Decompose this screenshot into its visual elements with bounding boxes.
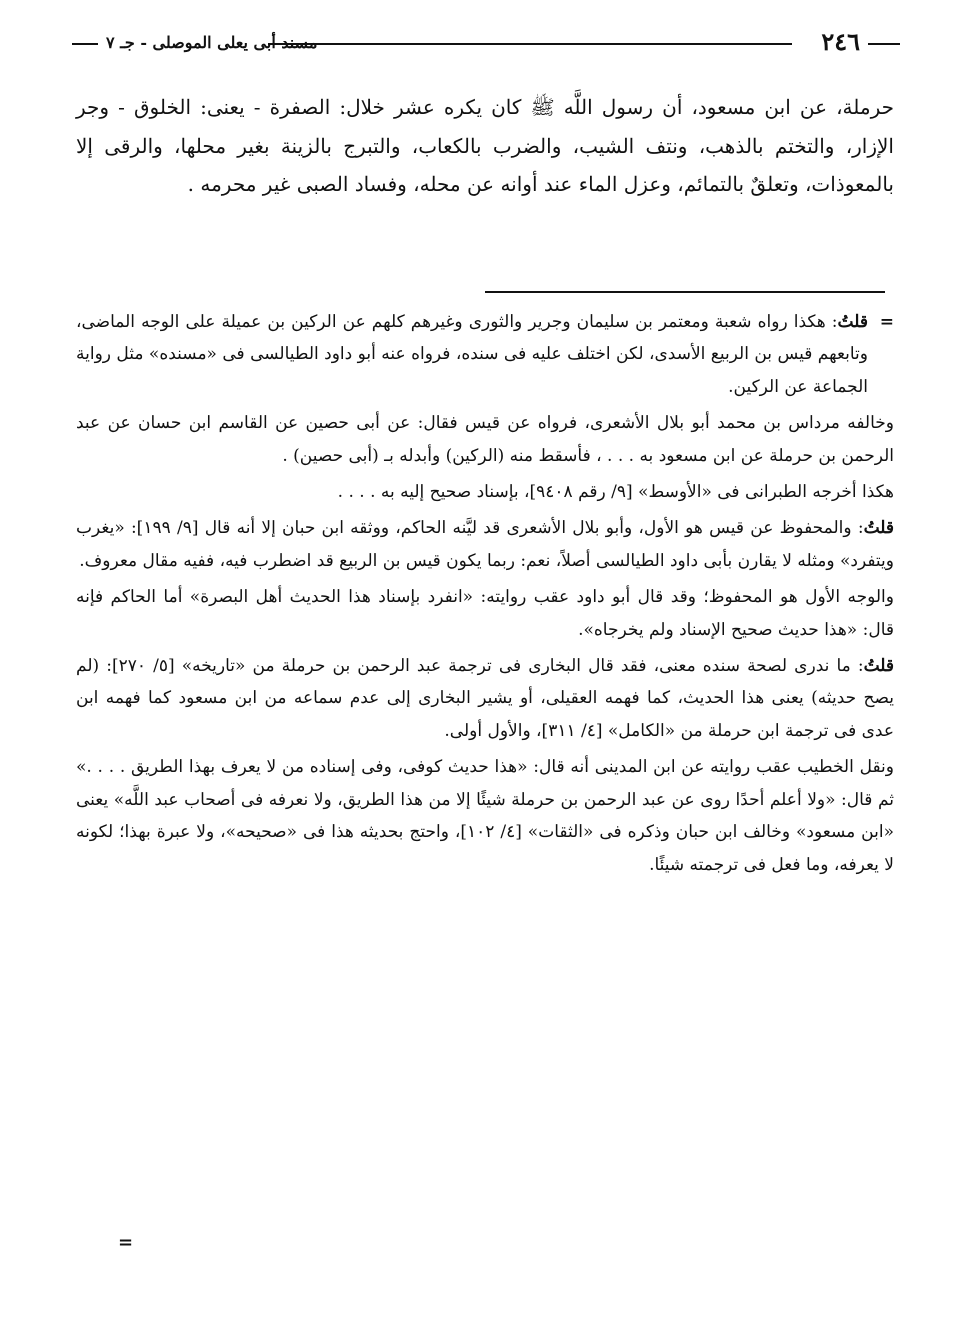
footnote-continues-mark: = xyxy=(118,1232,134,1253)
footnote-label: قلتُ xyxy=(837,312,868,332)
footnote-label: قلتُ xyxy=(863,518,895,539)
footnote-paragraph xyxy=(76,476,894,508)
footnote-text: والوجه الأول هو المحفوظ؛ وقد قال أبو داود عقب روايته: «انفرد بإسناد هذا الحديث أهل البصرة» أما الحاكم فإنه قال: «هذا حديث صحيح الإسناد ولم يخرجاه». xyxy=(76,587,894,640)
footnote-text: وخالفه مرداس بن محمد أبو بلال الأشعرى، فرواه عن قيس فقال: عن أبى حصين عن القاسم ابن حسان عن عبد الرحمن بن حرملة عن ابن مسعود به . . . ، فأسقط منه (الركين) وأبدله بـ (أبى حصين) . xyxy=(76,413,894,466)
header-dash xyxy=(72,43,98,45)
footnote-text: : هكذا رواه شعبة ومعتمر بن سليمان وجرير والثورى وغيرهم كلهم عن الركين بن عميلة على الوجه الماضى، وتابعهم قيس بن الربيع الأسدى، لكن اختلف عليه فى سنده، فرواه عنه أبو داود الطيالسى فى «مسنده» مثل رواية الجماعة عن الركين. xyxy=(76,312,868,397)
footnote-paragraph xyxy=(76,581,894,646)
footnote-paragraph xyxy=(76,512,894,577)
header-dash xyxy=(868,43,900,45)
footnote-text: : والمحفوظ عن قيس هو الأول، وأبو بلال الأشعرى قد ليَّنه الحاكم، ووثقه ابن حبان إلا أنه قال [٩/ ١٩٩]: «يغرب ويتفرد» ومثله لا يقارن بأبى داود الطيالسى أصلاً، نعم: ربما يكون قيس بن الربيع قد اضطرب فيه، ففيه مقال معروف. xyxy=(76,518,894,571)
footnote-continuation-mark: = xyxy=(879,312,894,332)
book-title: مسند أبى يعلى الموصلى - جـ ٧ xyxy=(106,33,318,52)
footnote-separator xyxy=(485,291,885,293)
footnote-text: هكذا أخرجه الطبرانى فى «الأوسط» [٩/ رقم ٩٤٠٨]، بإسناد صحيح إليه به . . . . xyxy=(337,482,894,503)
footnote-paragraph xyxy=(76,306,894,403)
footnotes xyxy=(76,306,894,885)
footnote-paragraph xyxy=(76,751,894,881)
header-rule xyxy=(268,43,792,45)
page-header xyxy=(72,24,900,64)
hadith-text: حرملة، عن ابن مسعود، أن رسول اللَّه ﷺ كان يكره عشر خلال: الصفرة - يعنى: الخلوق - وجر الإزار، والتختم بالذهب، ونتف الشيب، والضرب بالكعاب، والتبرج بالزينة بغير محلها، والرقى إلا بالمعوذات، وتعلقٌ بالتمائم، وعزل الماء عند أوانه عن محله، وفساد الصبى غير محرمه . xyxy=(76,95,894,196)
footnote-text: ونقل الخطيب عقب روايته عن ابن المدينى أنه قال: «هذا حديث كوفى، وفى إسناده من لا يعرف بهذا الطريق . . . .» ثم قال: «ولا أعلم أحدًا روى عن عبد الرحمن بن حرملة شيئًا إلا من هذا الطريق، ولا نعرفه فى أصحاب عبد اللَّه» يعنى «ابن مسعود» وخالف ابن حبان وذكره فى «الثقات» [٤/ ١٠٢]، واحتج بحديثه هذا فى «صحيحه»، ولا عبرة بهذا؛ لكونه لا يعرفه، وما فعل فى ترجمته شيئًا. xyxy=(76,757,894,875)
page-number: ٢٤٦ xyxy=(821,27,860,56)
footnote-label: قلتُ xyxy=(863,656,895,677)
footnote-text: : ما ندرى لصحة سنده معنى، فقد قال البخارى فى ترجمة عبد الرحمن بن حرملة من «تاريخه» [٥/ ٢٧٠]: (لم يصح حديثه) يعنى هذا الحديث، كما فهمه العقيلى، أو يشير البخارى إلى عدم سماعه من ابن مسعود كما فهمه ابن عدى فى ترجمة ابن حرملة من «الكامل» [٤/ ٣١١]، والأول أولى. xyxy=(76,656,894,741)
footnote-paragraph xyxy=(76,650,894,747)
footnote-paragraph xyxy=(76,407,894,472)
